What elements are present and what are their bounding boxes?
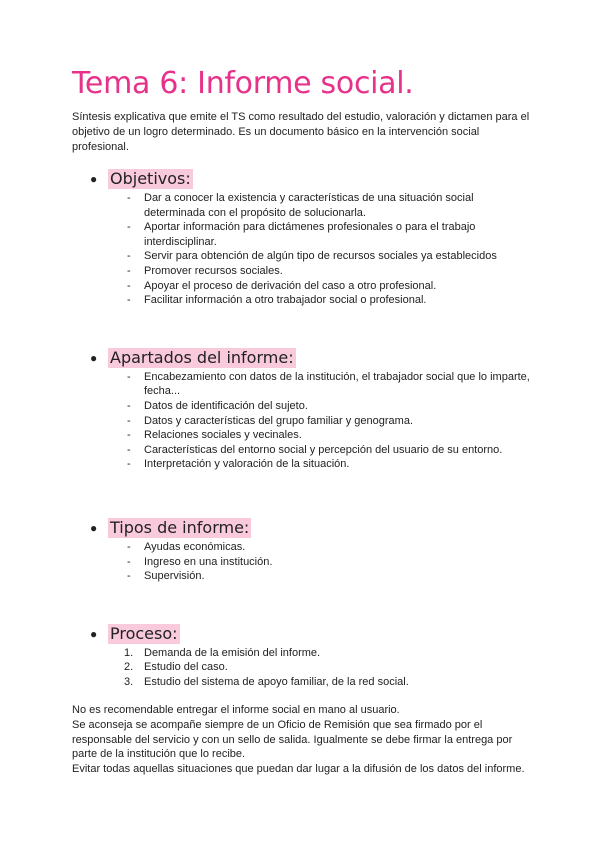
section-tipos [72, 518, 532, 584]
closing-paragraph: No es recomendable entregar el informe social en mano al usuario. [72, 704, 400, 717]
heading-text: Apartados del informe: [110, 347, 294, 367]
dash-marker: - [127, 443, 131, 456]
list-item: - Dar a conocer la existencia y características de una situación social determinada con el propósito de solucionarla. [127, 192, 474, 219]
closing-paragraph: Se aconseja se acompañe siempre de un Oficio de Remisión que sea firmado por el responsable del servicio y con un sello de salida. Igualmente se debe firmar la entrega por parte de la institución que lo recibe. [72, 719, 513, 761]
list-item: - Facilitar información a otro trabajador social o profesional. [127, 294, 427, 307]
section-proceso [72, 624, 532, 690]
dash-marker: - [127, 429, 131, 442]
list-item: - Supervisión. [127, 570, 205, 583]
list-item: - Ingreso en una institución. [127, 555, 273, 568]
heading-text: Proceso: [110, 623, 178, 643]
dash-marker: - [127, 540, 131, 553]
list-item: 3. Estudio del sistema de apoyo familiar, de la red social. [124, 675, 409, 688]
section-heading [90, 169, 532, 189]
section-heading [90, 518, 532, 538]
list-item: 2. Estudio del caso. [124, 661, 228, 674]
list-item: - Encabezamiento con datos de la institución, el trabajador social que lo imparte, fecha... [127, 370, 530, 398]
list-item: - Ayudas económicas. [127, 540, 246, 553]
intro-paragraph: Síntesis explicativa que emite el TS como resultado del estudio, valoración y dictamen para el objetivo de un logro determinado. Es un documento básico en la intervención social profesional. [72, 111, 530, 153]
heading-text: Objetivos: [110, 169, 191, 188]
list-item: - Aportar información para dictámenes profesionales o para el trabajo interdisciplinar. [127, 221, 476, 248]
number-marker: 1. [124, 646, 134, 659]
list-item: - Características del entorno social y percepción del usuario de su entorno. [127, 443, 503, 456]
dash-marker: - [127, 458, 131, 471]
dash-marker: - [127, 555, 131, 568]
dash-marker: - [127, 192, 131, 204]
list-item: - Apoyar el proceso de derivación del caso a otro profesional. [127, 279, 437, 292]
dash-marker: - [127, 279, 131, 292]
list-item: - Datos de identificación del sujeto. [127, 399, 308, 412]
dash-marker: - [127, 294, 131, 307]
list-item: - Interpretación y valoración de la situación. [127, 458, 350, 471]
list-item: - Relaciones sociales y vecinales. [127, 429, 302, 442]
list-item: - Datos y características del grupo familiar y genograma. [127, 414, 414, 427]
number-marker: 3. [124, 675, 134, 688]
dash-marker: - [127, 570, 131, 583]
proceso-list [72, 646, 532, 690]
apartados-list [72, 370, 532, 472]
dash-marker: - [127, 370, 131, 383]
bullet-icon: ● [90, 626, 98, 641]
list-item: - Promover recursos sociales. [127, 264, 283, 277]
bullet-icon: ● [90, 520, 98, 535]
dash-marker: - [127, 264, 131, 277]
closing-paragraph: Evitar todas aquellas situaciones que puedan dar lugar a la difusión de los datos del informe. [72, 762, 525, 775]
dash-marker: - [127, 250, 131, 263]
list-item: - Servir para obtención de algún tipo de recursos sociales ya establecidos [127, 250, 497, 263]
dash-marker: - [127, 221, 131, 234]
section-objetivos [72, 169, 532, 308]
dash-marker: - [127, 399, 131, 412]
bullet-icon: ● [90, 172, 98, 186]
dash-marker: - [127, 414, 131, 427]
bullet-icon: ● [90, 350, 98, 365]
list-item: 1. Demanda de la emisión del informe. [124, 646, 321, 659]
document-page [72, 66, 532, 776]
section-heading [90, 624, 532, 644]
page-title: Tema 6: Informe social. [72, 66, 414, 101]
section-apartados [72, 348, 532, 472]
tipos-list [72, 540, 532, 584]
section-heading [90, 348, 532, 368]
heading-text: Tipos de informe: [110, 517, 250, 537]
number-marker: 2. [124, 661, 134, 674]
objetivos-list [72, 191, 532, 308]
closing-notes [72, 703, 532, 776]
